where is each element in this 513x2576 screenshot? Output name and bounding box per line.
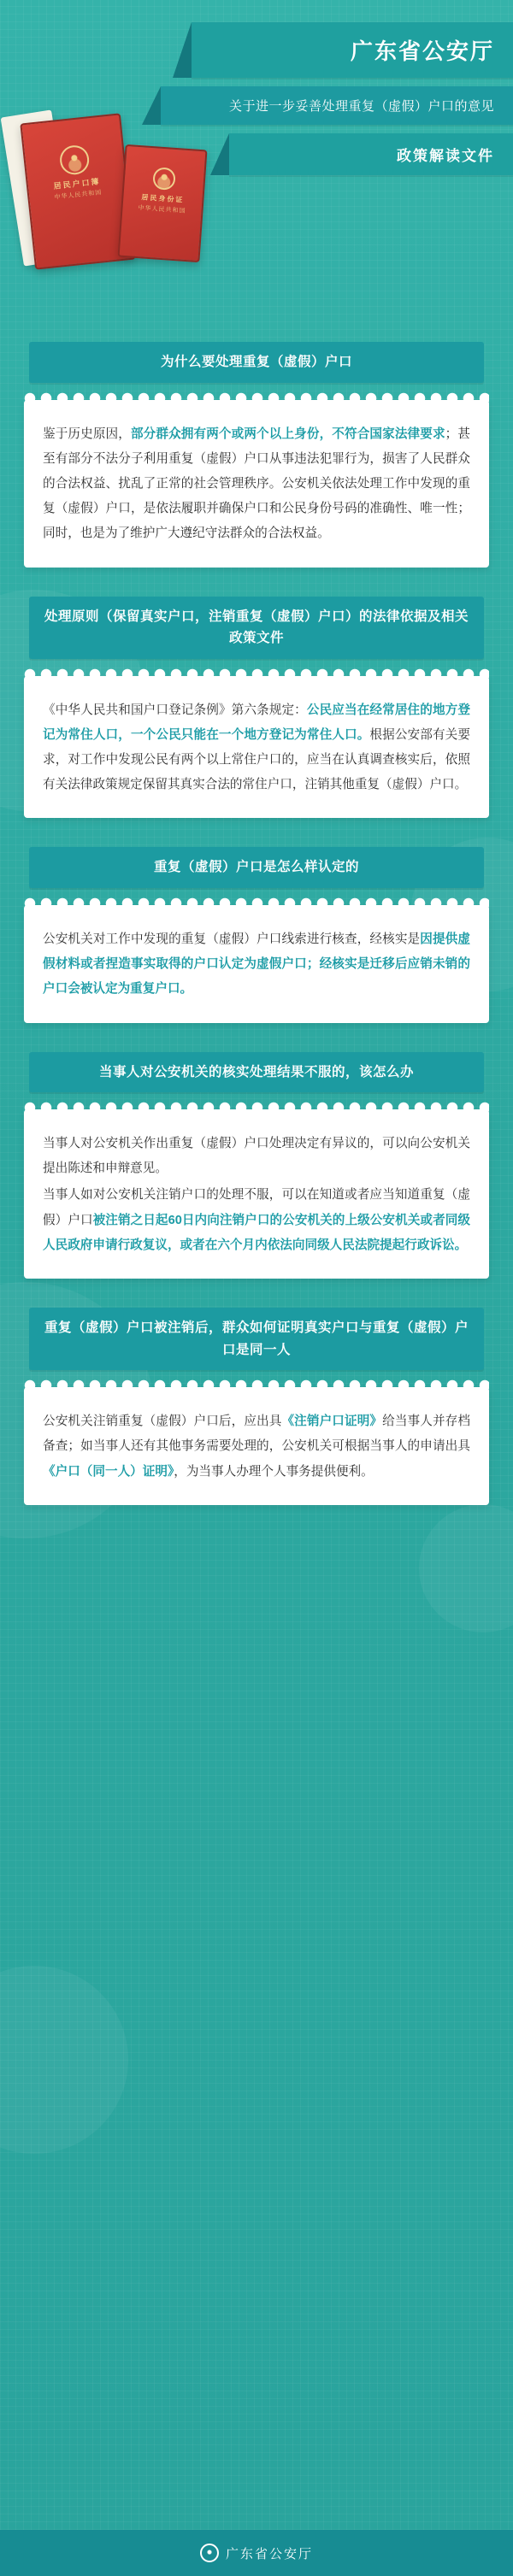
highlighted-text: 被注销之日起60日内向注销户口的公安机关的上级公安机关或者同级人民政府申请行政复议，或者在六个月内依法向同级人民法院提起行政诉讼。 (43, 1213, 470, 1252)
paragraph (43, 422, 470, 547)
org-title-text: 广东省公安厅 (350, 38, 494, 64)
body-text: 当事人对公安机关作出重复（虚假）户口处理决定有异议的，可以向公安机关提出陈述和申辩意见。 (43, 1137, 470, 1176)
footer-text: 广东省公安厅 (225, 2546, 313, 2561)
paragraph (43, 1183, 470, 1258)
page-header (0, 0, 513, 342)
body-text: 公安机关对工作中发现的重复（虚假）户口线索进行核查，经核实是 (43, 932, 421, 946)
document-type (229, 133, 513, 175)
section-title: 重复（虚假）户口是怎么样认定的 (29, 847, 484, 888)
ribbon-fold (173, 22, 192, 78)
body-text: 根据公安部有关要求，对工作中发现公民有两个以上常住户口的，应当在认真调查核实后，依照有关法律政策规定保留其真实合法的常住户口，注销其他重复（虚假）户口。 (43, 727, 470, 792)
paragraph (43, 1132, 470, 1181)
document-subtitle-text: 关于进一步妥善处理重复（虚假）户口的意见 (228, 99, 494, 114)
section-title: 重复（虚假）户口被注销后，群众如何证明真实户口与重复（虚假）户口是同一人 (29, 1308, 484, 1370)
body-text: 当事人如对公安机关注销户口的处理不服，可以在知道或者应当知道重复（虚假）户口 (43, 1188, 470, 1227)
book-subtitle: 中华人民共和国 (54, 190, 103, 202)
highlighted-text: 《注销户口证明》 (281, 1414, 383, 1429)
household-register-illustration (12, 111, 243, 273)
section (0, 597, 513, 819)
body-text: 给当事人并存档备查；如当事人还有其他事务需要处理的，公安机关可根据当事人的申请出具 (43, 1414, 470, 1454)
police-badge-icon (200, 2544, 219, 2562)
section (0, 342, 513, 568)
sections-container (0, 342, 513, 1505)
page-footer (0, 2530, 513, 2576)
section (0, 847, 513, 1022)
section-body (24, 1109, 489, 1279)
book-title: 居民身份证 (141, 193, 185, 204)
section-body (24, 905, 489, 1023)
highlighted-text: 公民应当在经常居住的地方登记为常住人口，一个公民只能在一个地方登记为常住人口。 (43, 703, 470, 742)
paragraph (43, 927, 470, 1003)
highlighted-text: 《户口（同一人）证明》 (43, 1464, 174, 1479)
section-title: 为什么要处理重复（虚假）户口 (29, 342, 484, 383)
document-type-text: 政策解读文件 (397, 148, 494, 164)
section-body (24, 676, 489, 819)
section (0, 1308, 513, 1505)
national-emblem-icon (58, 144, 90, 176)
body-text: ，为当事人办理个人事务提供便利。 (174, 1464, 374, 1479)
section-body (24, 400, 489, 568)
section-body (24, 1387, 489, 1505)
book-title: 居民户口簿 (53, 177, 101, 191)
org-title (192, 22, 513, 78)
section-title: 处理原则（保留真实户口，注销重复（虚假）户口）的法律依据及相关政策文件 (29, 597, 484, 659)
paragraph (43, 698, 470, 798)
body-text: 鉴于历史原因， (43, 426, 131, 441)
body-text: 公安机关注销重复（虚假）户口后，应出具 (43, 1414, 282, 1429)
highlighted-text: 因提供虚假材料或者捏造事实取得的户口认定为虚假户口；经核实是迁移后应销未销的户口会被认定为重复户口。 (43, 932, 470, 997)
decorative-circle (0, 1966, 128, 2154)
section-title: 当事人对公安机关的核实处理结果不服的，该怎么办 (29, 1052, 484, 1093)
book-subtitle: 中华人民共和国 (138, 205, 186, 215)
highlighted-text: 部分群众拥有两个或两个以上身份，不符合国家法律要求 (130, 426, 445, 441)
body-text: 《中华人民共和国户口登记条例》第六条规定： (43, 703, 307, 717)
paragraph (43, 1409, 470, 1485)
national-emblem-icon (152, 167, 176, 191)
decorative-circle (419, 1504, 513, 1632)
section (0, 1052, 513, 1279)
body-text: ；甚至有部分不法分子利用重复（虚假）户口从事违法犯罪行为，损害了人民群众的合法权益、扰乱了正常的社会管理秩序。公安机关依法处理工作中发现的重复（虚假）户口，是依法履职并确保户口和公民身份号码的准确性、唯一性；同时，也是为了维护广大遵纪守法群众的合法权益。 (43, 426, 470, 541)
id-card-book (118, 144, 208, 262)
